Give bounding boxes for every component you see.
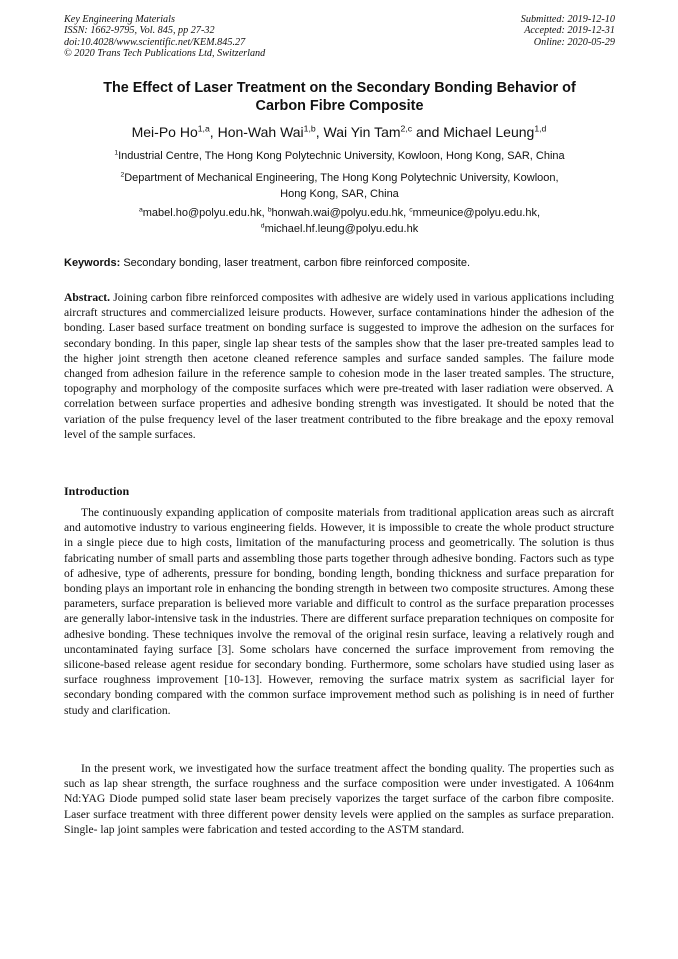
- intro-paragraph-1: [64, 505, 614, 718]
- abstract: [64, 290, 614, 442]
- keywords-label: Keywords:: [64, 257, 121, 269]
- affiliation-2: [64, 171, 615, 202]
- email-address: mabel.ho@polyu.edu.hk: [142, 207, 262, 219]
- author-name: Michael Leung: [443, 124, 535, 140]
- submission-dates: [521, 14, 615, 48]
- paragraph-text: The continuously expanding application of composite materials from traditional application areas such as aircraft and automotive industry to various engineering fields. However, it is impossible to create the whole product structure in a single piece due to high costs, limitation of the manufacturing process and geometrically. The solution is thus fabricating number of small parts and assembling those parts together through adhesive bonding. Factors such as type of adhesive, type of adherents, pressure for bonding, bonding length, bonding thickness and surface preparation for bonding plays an important role in enhancing the bonding strength in between two composite structures. Among these parameters, surface preparation is believed more variable and difficult to control as the surface preparation processes are generally labor-intensive task in the industries. There are different surface preparation techniques on composite for adhesive bonding. These techniques involve the removal of the original resin surface, leaving a relatively rough and uncontaminated faying surface [3]. Some scholars have concerned the surface improvement from removing the silicone-based release agent residue for secondary bonding. Furthermore, some scholars have studied using laser as surface roughness improvement [10-13]. However, removing the surface matrix system as sacrificial layer for secondary bonding compared with the common surface improvement method such as polishing is in need of further study and clarification.: [64, 506, 614, 717]
- author-emails: $^a$mabel.ho@polyu.edu.hk, $^b$honwah.wai@polyu.edu.hk, $^c$mmeunice@polyu.edu.hk, $^d$michael.hf.leung@polyu.edu.hk: [138, 206, 541, 235]
- author-affiliation-mark: 1,b: [303, 123, 316, 134]
- email-address: mmeunice@polyu.edu.hk: [412, 207, 537, 219]
- abstract-text: Joining carbon fibre reinforced composites with adhesive are widely used in various applications including aircraft structures and commercialized leisure products. However, surface contaminations hinder the adhesion of the bonding. Laser based surface treatment on bonding surface is suggested to improve the adhesion on the surfaces for secondary bonding. In this paper, single lap shear tests of the samples show that the laser pre-treated samples lead to the higher joint strength then acetone cleaned reference samples and surface sanded samples. The failure mode changed from adhesion failure in the reference sample to cohesion mode in the laser treated samples. The structure, topography and morphology of the composite surfaces which were pre-treated with laser radiation were observed. A correlation between surface properties and adhesive bonding strength was investigated. It should be noted that the variation of the pulse frequency level of the laser treatment contributed to the fibre breakage and the epoxy removal level of the sample surfaces.: [64, 291, 614, 441]
- affiliation-mark: 1: [114, 149, 119, 157]
- email-mark: b: [267, 206, 272, 214]
- author-name: Mei-Po Ho: [131, 124, 198, 140]
- author-name: Hon-Wah Wai: [217, 124, 304, 140]
- affiliation-text: Industrial Centre, The Hong Kong Polytechnic University, Kowloon, Hong Kong, SAR, China: [118, 150, 565, 162]
- email-mark: d: [260, 221, 265, 229]
- keywords-text: Secondary bonding, laser treatment, carbon fibre reinforced composite.: [123, 257, 471, 269]
- paper-title-line-2: Carbon Fibre Composite: [255, 98, 424, 114]
- email-mark: a: [138, 206, 143, 214]
- author-affiliation-mark: 2,c: [400, 123, 413, 134]
- email-address: michael.hf.leung@polyu.edu.hk: [264, 222, 419, 235]
- author-list: Mei-Po Ho$^{1,a}$, Hon-Wah Wai$^{1,b}$, Wai Yin Tam$^{2,c}$ and Michael Leung$^{1,d}$: [131, 123, 547, 140]
- journal-copyright: © 2020 Trans Tech Publications Ltd, Switzerland: [64, 47, 266, 59]
- paragraph-text: In the present work, we investigated how the surface treatment affect the bonding quality. The properties such as such as lap shear strength, the surface roughness and the surface composition were under investigated. A 1064nm Nd:YAG Diode pumped solid state laser beam precisely vaporizes the target surface of the carbon fibre composite. Laser surface treatment with three different power density levels were applied on the samples as surface preparation. Single- lap joint samples were fabrication and tested according to the ASTM standard.: [64, 762, 614, 836]
- author-affiliation-mark: 1,a: [197, 123, 210, 134]
- author-affiliation-mark: 1,d: [534, 123, 547, 134]
- author-conjunction: and: [416, 124, 440, 140]
- email-mark: c: [409, 206, 413, 214]
- abstract-label: Abstract.: [64, 291, 111, 304]
- keywords: [64, 256, 615, 271]
- paper-title-line-1: The Effect of Laser Treatment on the Secondary Bonding Behavior of: [103, 80, 576, 96]
- intro-paragraph-2: [64, 761, 614, 837]
- affiliation-text: Department of Mechanical Engineering, The Hong Kong Polytechnic University, Kowloon,: [124, 172, 559, 184]
- journal-name: Key Engineering Materials: [64, 14, 175, 25]
- submitted-date: Submitted: 2019-12-10: [520, 14, 615, 25]
- email-address: honwah.wai@polyu.edu.hk: [271, 207, 404, 219]
- section-heading-introduction: Introduction: [64, 484, 130, 498]
- author-name: Wai Yin Tam: [323, 124, 401, 140]
- affiliation-mark: 2: [120, 171, 125, 179]
- journal-issn: ISSN: 1662-9795, Vol. 845, pp 27-32: [64, 25, 215, 37]
- affiliation-text-continued: Hong Kong, SAR, China: [280, 187, 399, 200]
- accepted-date: Accepted: 2019-12-31: [524, 25, 615, 37]
- journal-info: [64, 14, 265, 59]
- journal-doi: doi:10.4028/www.scientific.net/KEM.845.27: [64, 36, 246, 48]
- paper-title: [64, 79, 615, 115]
- online-date: Online: 2020-05-29: [533, 36, 615, 48]
- affiliation-1: [64, 149, 615, 165]
